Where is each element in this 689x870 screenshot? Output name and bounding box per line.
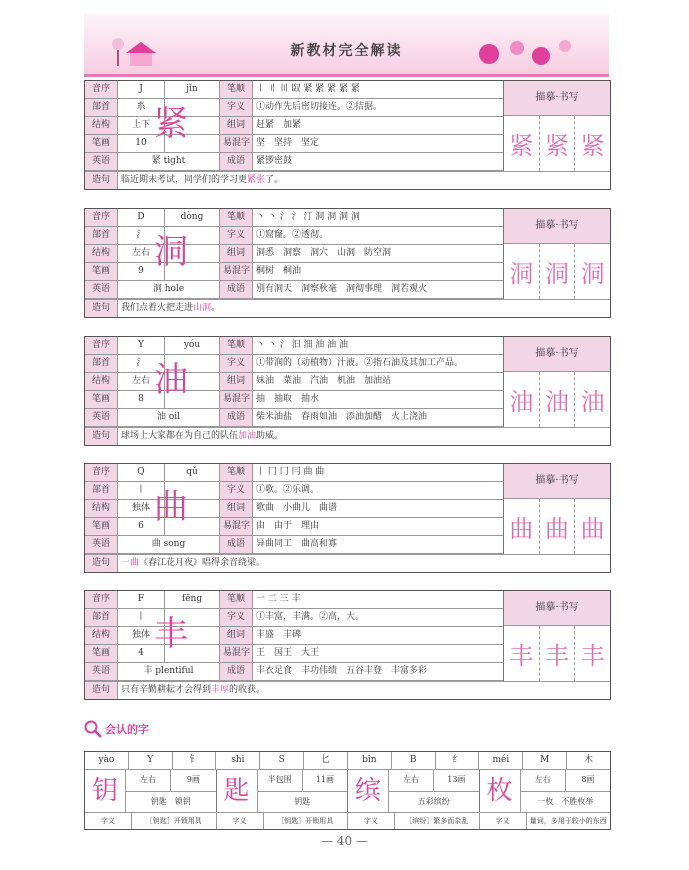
bushou-value: 丨	[118, 609, 165, 626]
label-yihunzi: 易混字	[220, 135, 253, 152]
jiegou-value: 独体	[118, 500, 165, 517]
label-yingyu: 英语	[85, 409, 118, 426]
trace-char: 丰	[509, 642, 534, 670]
label-yihunzi: 易混字	[220, 518, 253, 535]
bushou-value: 氵	[118, 355, 165, 372]
recog-bihua: 8画	[581, 775, 595, 784]
trace-char: 洞	[539, 244, 575, 299]
label-bishun: 笔顺	[220, 591, 253, 608]
label-yingyu: 英语	[85, 663, 118, 680]
recog-bihua: 13画	[447, 775, 466, 784]
trace-char: 油	[574, 372, 610, 427]
bushou-value: 氵	[118, 227, 165, 244]
recog-jiegou: 左右	[389, 770, 434, 791]
trace-char: 油	[539, 372, 575, 427]
yinxu-value: D	[118, 209, 165, 226]
recog-ziyi-label: 字义	[85, 813, 132, 829]
label-zaoju: 造句	[85, 682, 118, 699]
flower-decoration	[469, 32, 579, 70]
recog-ziyi: ［钥匙］开锁用具	[132, 813, 217, 829]
jiegou-value: 上下	[118, 117, 165, 134]
label-bishun: 笔顺	[220, 337, 253, 354]
trace-char: 洞	[574, 244, 610, 299]
ziyi-value: ①丰富，丰满。②高，大。	[256, 612, 365, 622]
label-chengyu: 成语	[220, 663, 253, 680]
label-chengyu: 成语	[220, 536, 253, 553]
recog-character: 匙	[217, 770, 258, 812]
label-ziyi: 字义	[220, 482, 253, 499]
label-bushou: 部首	[85, 609, 118, 626]
recog-ziyi-label: 字义	[480, 813, 527, 829]
bishun-value: 丶 丶 氵 汩 沺 油 油 油	[256, 340, 349, 350]
ziyi-value: ①歌。②乐调。	[256, 485, 320, 495]
trace-char: 紧	[509, 132, 534, 160]
bihua-value: 4	[118, 645, 165, 662]
yingyu-value: 紧 tight	[118, 153, 220, 170]
trace-char: 紧	[539, 116, 575, 171]
zuci-value: 歌曲 小曲儿 曲谱	[256, 503, 338, 513]
label-yinxu: 音序	[85, 209, 118, 226]
recog-bushou: 匕	[304, 752, 348, 769]
jiegou-value: 左右	[118, 245, 165, 262]
yinxu-value: Q	[118, 464, 165, 481]
label-yingyu: 英语	[85, 153, 118, 170]
recog-block	[480, 770, 611, 812]
recog-ziyi: ［钥匙］开锁用具	[264, 813, 349, 829]
sentence-end: 。	[211, 303, 221, 313]
bushou-value: 丨	[118, 482, 165, 499]
recog-zuci: 五彩缤纷	[417, 796, 450, 806]
label-bihua: 笔画	[85, 518, 118, 535]
label-yihunzi: 易混字	[220, 645, 253, 662]
recog-ziyi: ［缤纷］繁多而杂乱	[395, 813, 480, 829]
label-jiegou: 结构	[85, 500, 118, 517]
section-title: 会认的字	[105, 723, 149, 736]
sentence	[118, 555, 610, 572]
jiegou-value: 独体	[118, 627, 165, 644]
label-bishun: 笔顺	[220, 209, 253, 226]
bishun-value: 一 二 三 丰	[256, 594, 301, 604]
label-bushou: 部首	[85, 355, 118, 372]
yihunzi-value: 抽 抽取 抽水	[256, 394, 320, 404]
recog-bihua: 9画	[186, 775, 200, 784]
yingyu-value: 洞 hole	[118, 281, 220, 298]
sentence-text: 球场上大家都在为自己的队伍	[121, 431, 239, 441]
label-yinxu: 音序	[85, 337, 118, 354]
yihunzi-value: 由 由于 理由	[256, 521, 320, 531]
trace-char: 洞	[509, 260, 534, 288]
label-bihua: 笔画	[85, 263, 118, 280]
char-card-4	[84, 590, 611, 700]
label-zuci: 组词	[220, 627, 253, 644]
recog-zuci: 钥匙	[294, 796, 311, 806]
label-yinxu: 音序	[85, 591, 118, 608]
sentence	[118, 682, 610, 699]
jiegou-value: 左右	[118, 373, 165, 390]
label-bihua: 笔画	[85, 391, 118, 408]
recog-ziyi-label: 字义	[217, 813, 264, 829]
tracing-label: 描摹·书写	[504, 81, 610, 116]
label-yingyu: 英语	[85, 536, 118, 553]
recog-bushou: 木	[584, 755, 594, 765]
recog-character: 钥	[85, 770, 126, 812]
label-yihunzi: 易混字	[220, 391, 253, 408]
recog-jiegou: 半包围	[258, 770, 303, 791]
label-bihua: 笔画	[85, 645, 118, 662]
tracing-label: 描摹·书写	[504, 337, 610, 372]
label-zaoju: 造句	[85, 428, 118, 445]
recog-ziyi-label: 字义	[348, 813, 395, 829]
label-chengyu: 成语	[220, 281, 253, 298]
recog-pinyin: bīn	[348, 752, 392, 769]
chengyu-value: 异曲同工 曲高和寡	[256, 539, 338, 549]
tracing-label: 描摹·书写	[504, 464, 610, 499]
pinyin-value: qǔ	[165, 464, 220, 481]
bihua-value: 8	[118, 391, 165, 408]
yinxu-value: F	[118, 591, 165, 608]
recog-bihua: 11画	[315, 775, 334, 784]
bihua-value: 9	[118, 263, 165, 280]
bihua-value: 6	[118, 518, 165, 535]
recog-yinxu: Y	[129, 752, 173, 769]
label-chengyu: 成语	[220, 409, 253, 426]
label-ziyi: 字义	[220, 99, 253, 116]
sentence-end: 了。	[265, 175, 284, 185]
page-number: — 40 —	[321, 834, 368, 848]
sentence-keyword: 加油	[238, 431, 257, 441]
recog-zuci: 钥匙 锁钥	[150, 796, 191, 806]
yihunzi-value: 王 国王 大王	[256, 648, 320, 658]
sentence-text: 临近期末考试，同学们的学习更	[121, 175, 248, 185]
recognize-table	[84, 751, 611, 830]
pinyin-value: yóu	[165, 337, 220, 354]
tracing-label: 描摹·书写	[504, 591, 610, 626]
recog-character: 缤	[348, 770, 389, 812]
char-card-3	[84, 463, 611, 573]
recog-yinxu: B	[392, 752, 436, 769]
label-zaoju: 造句	[85, 300, 118, 317]
trace-char: 曲	[539, 499, 575, 554]
char-card-0	[84, 80, 611, 190]
sentence-keyword: 紧张	[247, 175, 266, 185]
tracing-area	[504, 337, 610, 427]
sentence-text: 只有辛勤耕耘才会得到	[121, 685, 212, 695]
label-jiegou: 结构	[85, 117, 118, 134]
sentence-text: 《春江花月夜》唱得余音绕梁。	[139, 558, 266, 568]
recog-block	[348, 770, 480, 812]
page-title: 新教材完全解读	[290, 43, 403, 59]
tracing-label: 描摹·书写	[504, 209, 610, 244]
yihunzi-value: 桐树 桐油	[256, 266, 302, 276]
pinyin-value: fēng	[165, 591, 220, 608]
chengyu-value: 丰衣足食 丰功伟绩 五谷丰登 丰富多彩	[256, 666, 428, 676]
recog-bushou: 钅	[173, 752, 217, 769]
recog-ziyi: 量词，多用于较小的东西	[529, 817, 607, 825]
bishun-value: 丶 丶 氵 氵 汀 洞 洞 洞 洞	[256, 212, 360, 222]
recog-pinyin: shi	[216, 752, 260, 769]
pinyin-value: jǐn	[165, 81, 220, 98]
label-zuci: 组词	[220, 117, 253, 134]
sentence	[118, 300, 610, 317]
yingyu-value: 油 oil	[118, 409, 220, 426]
yinxu-value: J	[118, 81, 165, 98]
label-bushou: 部首	[85, 227, 118, 244]
label-jiegou: 结构	[85, 245, 118, 262]
ziyi-value: ①带润的（动植物）汁液。②指石油及其加工产品。	[256, 358, 464, 368]
chengyu-value: 柴米油盐 春雨如油 添油加醋 火上浇油	[256, 412, 428, 422]
bishun-value: 〡 〢 〣 臤 紧 紧 紧 紧 紧	[256, 84, 360, 94]
sentence-end: 助威。	[256, 431, 284, 441]
yingyu-value: 曲 song	[118, 536, 220, 553]
label-zaoju: 造句	[85, 555, 118, 572]
label-jiegou: 结构	[85, 627, 118, 644]
recog-pinyin: yào	[85, 752, 129, 769]
magnifier-icon	[84, 720, 102, 738]
tracing-area	[504, 464, 610, 554]
label-yinxu: 音序	[85, 464, 118, 481]
trace-char: 曲	[574, 499, 610, 554]
sentence-text: 我们点着火把走进	[121, 303, 194, 313]
label-yinxu: 音序	[85, 81, 118, 98]
recog-pinyin: méi	[479, 752, 523, 769]
recog-character: 枚	[480, 770, 521, 812]
zuci-value: 赶紧 加紧	[256, 120, 302, 130]
big-character: 曲	[154, 487, 188, 527]
char-card-1	[84, 208, 611, 318]
recog-block	[217, 770, 349, 812]
big-character: 洞	[154, 232, 188, 272]
recog-bushou: 纟	[436, 752, 480, 769]
recog-yinxu: M	[523, 752, 567, 769]
yihunzi-value: 坚 坚持 坚定	[256, 138, 320, 148]
label-zaoju: 造句	[85, 172, 118, 189]
big-character: 紧	[154, 104, 188, 144]
sentence-end: 的收获。	[229, 685, 266, 695]
ziyi-value: ①动作先后密切接连。②拮据。	[256, 102, 383, 112]
sentence	[118, 428, 610, 445]
label-bishun: 笔顺	[220, 464, 253, 481]
ziyi-value: ①窟窿。②透彻。	[256, 230, 329, 240]
big-character: 油	[154, 360, 188, 400]
trace-char: 紧	[574, 116, 610, 171]
sentence-prefix: 一曲	[121, 558, 140, 568]
bihua-value: 10	[118, 135, 165, 152]
recog-yinxu: S	[260, 752, 304, 769]
sentence-keyword: 山洞	[193, 303, 212, 313]
big-character: 丰	[154, 614, 188, 654]
recog-block	[85, 770, 217, 812]
label-bushou: 部首	[85, 482, 118, 499]
label-bushou: 部首	[85, 99, 118, 116]
label-chengyu: 成语	[220, 153, 253, 170]
tracing-area	[504, 81, 610, 171]
zuci-value: 洞悉 洞察 洞穴 山洞 防空洞	[256, 248, 392, 258]
label-ziyi: 字义	[220, 227, 253, 244]
tracing-area	[504, 209, 610, 299]
recog-jiegou: 左右	[521, 770, 566, 791]
chengyu-value: 别有洞天 洞察秋毫 洞彻事理 洞若观火	[256, 284, 428, 294]
label-yingyu: 英语	[85, 281, 118, 298]
sentence-keyword: 丰厚	[211, 685, 230, 695]
label-zuci: 组词	[220, 373, 253, 390]
trace-char: 丰	[574, 626, 610, 681]
trace-char: 丰	[539, 626, 575, 681]
yinxu-value: Y	[118, 337, 165, 354]
trace-char: 曲	[509, 515, 534, 543]
label-bihua: 笔画	[85, 135, 118, 152]
tracing-area	[504, 591, 610, 681]
bishun-value: 丨 冂 冂 冃 曲 曲	[256, 467, 325, 477]
recog-zuci: 一枚 不胜枚举	[537, 796, 594, 806]
label-ziyi: 字义	[220, 609, 253, 626]
recog-jiegou: 左右	[126, 770, 171, 791]
yingyu-value: 丰 plentiful	[118, 663, 220, 680]
header-banner	[84, 14, 609, 77]
zuci-value: 丰盛 丰碑	[256, 630, 302, 640]
label-bishun: 笔顺	[220, 81, 253, 98]
label-zuci: 组词	[220, 500, 253, 517]
sentence	[118, 172, 610, 189]
label-jiegou: 结构	[85, 373, 118, 390]
pinyin-value: dòng	[165, 209, 220, 226]
label-ziyi: 字义	[220, 355, 253, 372]
char-card-2	[84, 336, 611, 446]
label-zuci: 组词	[220, 245, 253, 262]
zuci-value: 妹油 菜油 汽油 机油 加油站	[256, 376, 392, 386]
label-yihunzi: 易混字	[220, 263, 253, 280]
chengyu-value: 紧锣密鼓	[256, 156, 293, 166]
trace-char: 油	[509, 388, 534, 416]
bushou-value: 糸	[118, 99, 165, 116]
section-recognize	[84, 720, 149, 738]
